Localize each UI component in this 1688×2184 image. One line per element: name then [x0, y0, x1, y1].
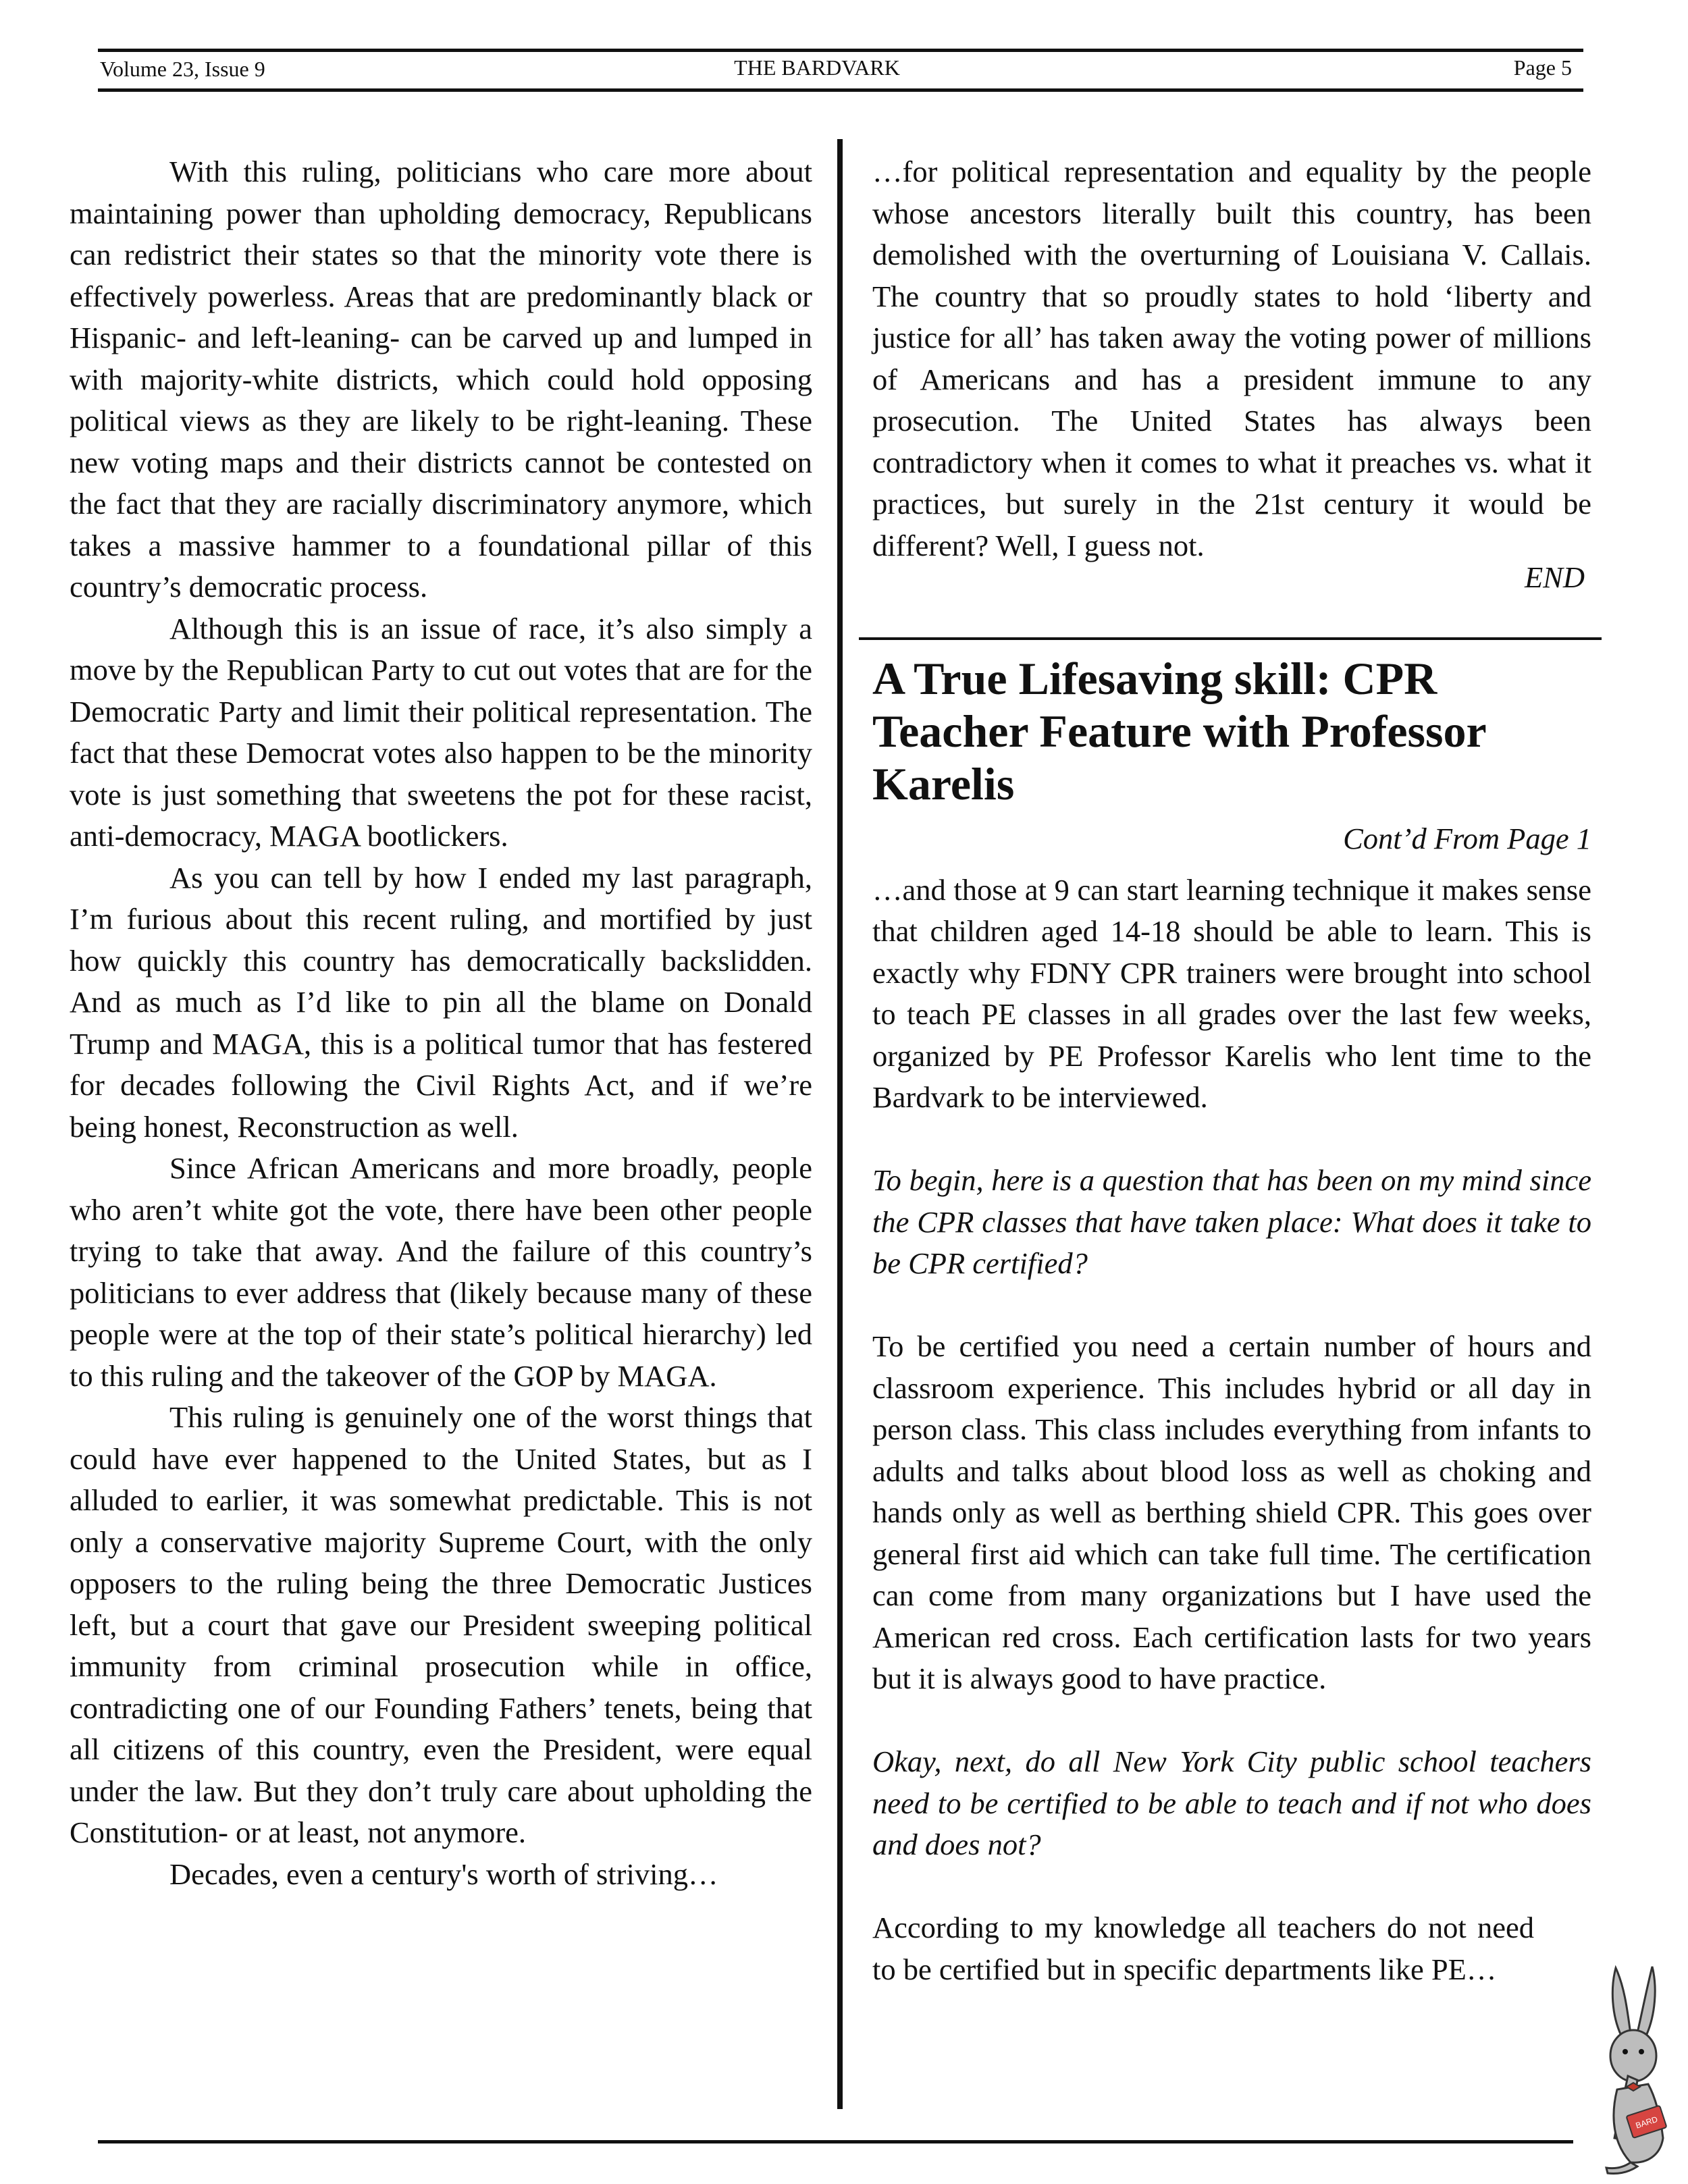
column-divider — [837, 139, 843, 2109]
newspaper-title: THE BARDVARK — [734, 55, 900, 80]
page-number: Page 5 — [1513, 55, 1572, 80]
article-paragraph: Since African Americans and more broadly, people who aren’t white got the vote, there have been other people trying to take that away. And the failure of this country’s politicians to ever address that (likely because many of these people were at the top of their state’s political hierarchy) led to this ruling and the takeover of the GOP by MAGA. — [70, 1151, 812, 1393]
article-continuation: …for political representation and equality by the people whose ancestors literally built this country, has been demolished with the overturning of Louisiana V. Callais. The country that so proudly states to hold ‘liberty and justice for all’ has taken away the voting power of millions of Americans and has a president immune to any prosecution. The United States has always been contradictory when it comes to what it preaches vs. what it practices, but surely in the 21st century it would be different? Well, I guess not. — [872, 155, 1591, 562]
feature-headline: A True Lifesaving skill: CPR Teacher Feature with Professor Karelis — [872, 653, 1486, 809]
interview-answer: To be certified you need a certain number of hours and classroom experience. This includes hybrid or all day in person class. This class includes everything from infants to adults and talks about blood loss as well as choking and hands only as well as berthing shield CPR. This goes over general first aid which can take full time. The certification can come from many organizations but I have used the American red cross. Each certification lasts for two years but it is always good to have practice. — [872, 1329, 1591, 1695]
footer-rule — [98, 2140, 1573, 2143]
continued-note: Cont’d From Page 1 — [1343, 822, 1591, 855]
right-column — [872, 151, 1591, 599]
feature-intro: …and those at 9 can start learning technique it makes sense that children aged 14-18 should be able to learn. This is exactly why FDNY CPR trainers were brought into school to teach PE classes in all grades over the last few weeks, organized by PE Professor Karelis who lent time to the Bardvark to be interviewed. — [872, 872, 1591, 1114]
article-paragraph: As you can tell by how I ended my last paragraph, I’m furious about this recent ruling, and mortified by just how quickly this country has democratically backslidden. And as much as I’d like to pin all the blame on Donald Trump and MAGA, this is a political tumor that has festered for decades following the Civil Rights Act, and if we’re being honest, Reconstruction as well. — [70, 860, 812, 1144]
end-mark: END — [1525, 560, 1585, 594]
interview-question: To begin, here is a question that has been on my mind since the CPR classes that have taken place: What does it take to be CPR certified? — [872, 1163, 1591, 1280]
article-paragraph: Decades, even a century's worth of striving… — [169, 1857, 718, 1891]
aardvark-mascot-icon — [1590, 1961, 1678, 2177]
left-column — [70, 151, 812, 1895]
header-top-rule — [98, 49, 1583, 52]
section-divider — [859, 637, 1602, 640]
issue-label: Volume 23, Issue 9 — [100, 57, 265, 81]
article-paragraph: With this ruling, politicians who care more about maintaining power than upholding democracy, Republicans can redistrict their states so that the minority vote there is effectively powerless. Areas that are predominantly black or Hispanic- and left-leaning- can be carved up and lumped in with majority-white districts, which could hold opposing political views as they are likely to be right-leaning. These new voting maps and their districts cannot be contested on the fact that they are racially discriminatory anymore, which takes a massive hammer to a foundational pillar of this country’s democratic process. — [70, 155, 812, 604]
interview-answer: According to my knowledge all teachers do not need to be certified but in specific departments like PE… — [872, 1911, 1534, 1986]
header-bottom-rule — [98, 88, 1583, 92]
mascot-book-label: BARD — [1634, 2114, 1659, 2131]
interview-question: Okay, next, do all New York City public school teachers need to be certified to be able to teach and if not who does and does not? — [872, 1744, 1591, 1861]
article-paragraph: This ruling is genuinely one of the worst things that could have ever happened to the United States, but as I alluded to earlier, it was somewhat predictable. This is not only a conservative majority Supreme Court, with the only opposers to the ruling being the three Democratic Justices left, but a court that gave our President sweeping political immunity from criminal prosecution while in office, contradicting one of our Founding Fathers’ tenets, being that all citizens of this country, even the President, were equal under the law. But they don’t truly care about upholding the Constitution- or at least, not anymore. — [70, 1400, 812, 1849]
article-paragraph: Although this is an issue of race, it’s also simply a move by the Republican Party to cut out votes that are for the Democratic Party and limit their political representation. The fact that these Democrat votes also happen to be the minority vote is just something that sweetens the pot for these racist, anti-democracy, MAGA bootlickers. — [70, 611, 812, 853]
feature-article — [872, 652, 1591, 1990]
